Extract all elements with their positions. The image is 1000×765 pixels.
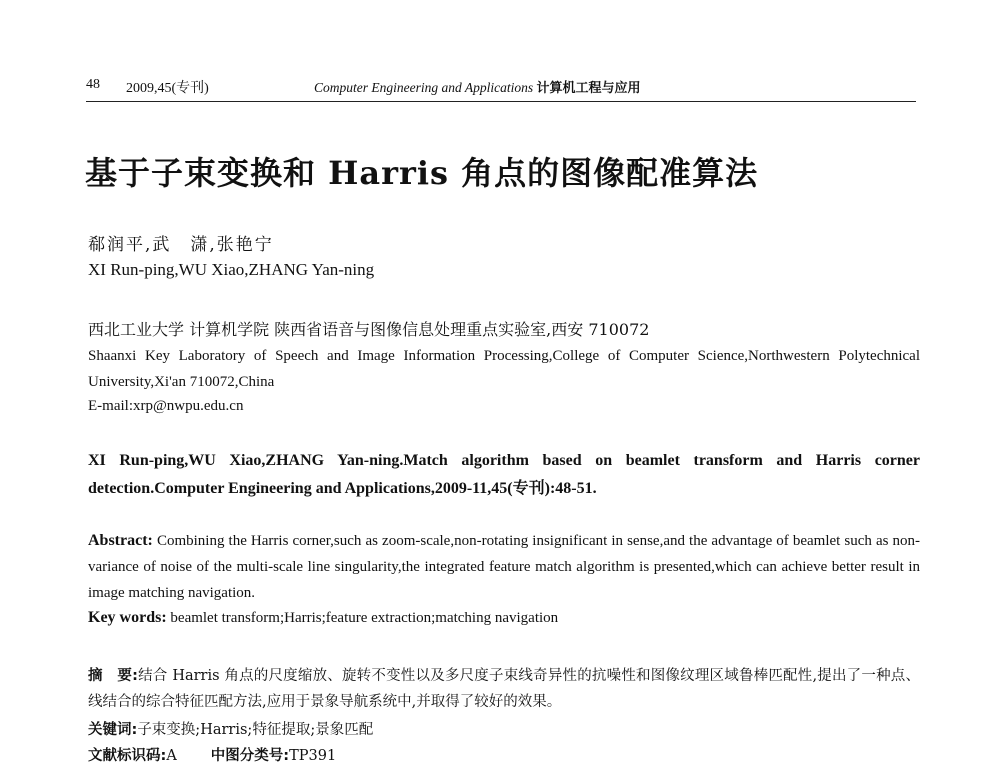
affiliation-cn: 西北工业大学 计算机学院 陕西省语音与图像信息处理重点实验室,西安 710072 <box>88 320 650 339</box>
abstract-en-label: Abstract: <box>88 532 153 549</box>
clc-code: TP391 <box>289 748 337 764</box>
citation: XI Run-ping,WU Xiao,ZHANG Yan-ning.Match algorithm based on beamlet transform and Harris corner detection.Computer Engineering and Applications,2009-11,45(专刊):48-51. <box>88 452 920 497</box>
abstract-en-text: Combining the Harris corner,such as zoom-scale,non-rotating insignificant in sense,and the advantage of beamlet such as non-variance of noise of the multi-scale line singularity,the integrated feature match algorithm is presented,which can achieve better result in image matching navigation. <box>88 533 921 601</box>
abstract-cn-text: 结合 Harris 角点的尺度缩放、旋转不变性以及多尺度子束线奇异性的抗噪性和图像纹理区域鲁棒匹配性,提出了一种点、线结合的综合特征匹配方法,应用于景象导航系统中,并取得了较好的效果。 <box>88 668 920 710</box>
abstract-cn-label: 摘 要: <box>88 668 138 684</box>
authors-en: XI Run-ping,WU Xiao,ZHANG Yan-ning <box>88 260 375 279</box>
clc-label: 中图分类号: <box>210 748 290 764</box>
classification <box>88 744 336 765</box>
doc-code: A <box>166 748 177 764</box>
paper-title: 基于子束变换和 Harris 角点的图像配准算法 <box>85 154 759 192</box>
keywords-en-text: beamlet transform;Harris;feature extraction;matching navigation <box>170 610 559 626</box>
abstract-en <box>88 528 920 606</box>
keywords-cn-label: 关键词: <box>88 722 138 738</box>
keywords-en-label: Key words: <box>88 609 167 626</box>
doc-code-label: 文献标识码: <box>88 748 167 764</box>
authors-cn: 郗润平,武 潇,张艳宁 <box>88 235 274 255</box>
journal-name-en: Computer Engineering and Applications <box>314 80 534 95</box>
keywords-en <box>88 609 558 627</box>
journal-name <box>314 77 641 96</box>
issue-info: 2009,45(专刊) <box>126 81 209 96</box>
page-number: 48 <box>86 77 100 92</box>
journal-name-cn: 计算机工程与应用 <box>536 81 641 96</box>
abstract-cn <box>88 663 920 715</box>
keywords-cn <box>88 718 373 739</box>
running-header <box>86 73 916 102</box>
keywords-cn-text: 子束变换;Harris;特征提取;景象匹配 <box>137 722 374 738</box>
email: E-mail:xrp@nwpu.edu.cn <box>88 398 244 414</box>
affiliation-en: Shaanxi Key Laboratory of Speech and Image Information Processing,College of Computer Science,Northwestern Polytechnical University,Xi'an 710072,China <box>88 348 920 390</box>
